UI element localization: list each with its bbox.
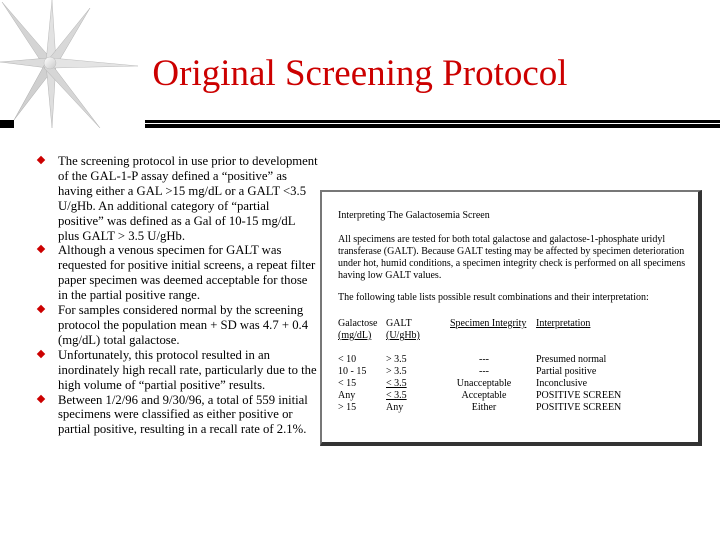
table-cell: > 3.5 — [386, 354, 407, 365]
table-column-galactose — [338, 318, 377, 414]
table-cell: --- — [479, 354, 489, 365]
table-cell: Presumed normal — [536, 354, 607, 365]
table-cell: < 15 — [338, 378, 357, 389]
table-cell: --- — [479, 366, 489, 377]
bullet-text: For samples considered normal by the screening protocol the population mean + SD was 4.7 + 0.4 (mg/dL) total galactose. — [58, 303, 309, 347]
diamond-bullet-icon — [37, 350, 45, 358]
table-cell: Either — [471, 402, 497, 413]
table-cell: Acceptable — [461, 390, 507, 401]
table-header — [338, 318, 377, 354]
bullet-text: The screening protocol in use prior to development of the GAL-1-P assay defined a “positive” as having either a GAL >15 mg/dL or a GALT <3.5 U/gHb. An additional category of “partial positive” was defined as a Gal of 10-15 mg/dL plus GALT > 3.5 U/gHb. — [58, 154, 318, 243]
bullet-item — [36, 154, 318, 243]
header-line: (mg/dL) — [338, 330, 372, 341]
table-cell: Partial positive — [536, 366, 597, 377]
header-line: GALT — [386, 318, 412, 329]
header-line: Galactose — [338, 318, 378, 329]
table-cell: Unacceptable — [456, 378, 512, 389]
bullet-item — [36, 393, 318, 438]
diamond-bullet-icon — [37, 305, 45, 313]
box-heading: Interpreting The Galactosemia Screen — [338, 210, 490, 221]
bullet-text: Between 1/2/96 and 9/30/96, a total of 559 initial specimens were classified as either positive or partial positive, resulting in a recall rate of 2.1%. — [58, 392, 308, 437]
box-paragraph: All specimens are tested for both total galactose and galactose-1-phosphate uridyl transferase (GALT). Because GALT testing may be affected by specimen deterioration under hot, humid conditions, a specimen integrity check is performed on all specimens having low GALT values. — [338, 234, 686, 281]
table-cell: POSITIVE SCREEN — [536, 390, 622, 401]
table-cell: Any — [338, 390, 356, 401]
bullet-item — [36, 243, 318, 303]
table-cell: > 15 — [338, 402, 357, 413]
header-line: (U/gHb) — [386, 330, 420, 341]
table-column-integrity — [450, 318, 527, 414]
table-column-galt — [386, 318, 420, 414]
title-rule-left — [0, 120, 14, 128]
table-cell: < 3.5 — [386, 390, 407, 401]
table-header — [536, 318, 621, 354]
table-cell: < 3.5 — [386, 378, 407, 389]
screen-interpretation-box — [320, 190, 702, 446]
table-cell: Inconclusive — [536, 378, 588, 389]
header-line: Specimen Integrity — [450, 318, 527, 329]
table-cell: Any — [386, 402, 404, 413]
diamond-bullet-icon — [37, 394, 45, 402]
header-line: Interpretation — [536, 318, 591, 329]
table-cell: < 10 — [338, 354, 357, 365]
bullet-list — [36, 154, 318, 437]
bullet-text: Although a venous specimen for GALT was requested for positive initial screens, a repeat filter paper specimen was deemed acceptable for those in the partial positive range. — [58, 243, 316, 303]
bullet-item — [36, 348, 318, 393]
bullet-text: Unfortunately, this protocol resulted in an inordinately high recall rate, particularly due to the high volume of “partial positive” results. — [58, 347, 317, 392]
title-rule — [145, 120, 720, 128]
table-cell: > 3.5 — [386, 366, 407, 377]
table-cell: POSITIVE SCREEN — [536, 402, 622, 413]
slide-title: Original Screening Protocol — [152, 53, 568, 94]
table-column-interpretation — [536, 318, 621, 414]
table-header — [450, 318, 527, 354]
diamond-bullet-icon — [37, 156, 45, 164]
bullet-item — [36, 303, 318, 348]
box-paragraph: The following table lists possible result combinations and their interpretation: — [338, 292, 649, 303]
table-header — [386, 318, 420, 354]
table-cell: 10 - 15 — [338, 366, 367, 377]
diamond-bullet-icon — [37, 245, 45, 253]
